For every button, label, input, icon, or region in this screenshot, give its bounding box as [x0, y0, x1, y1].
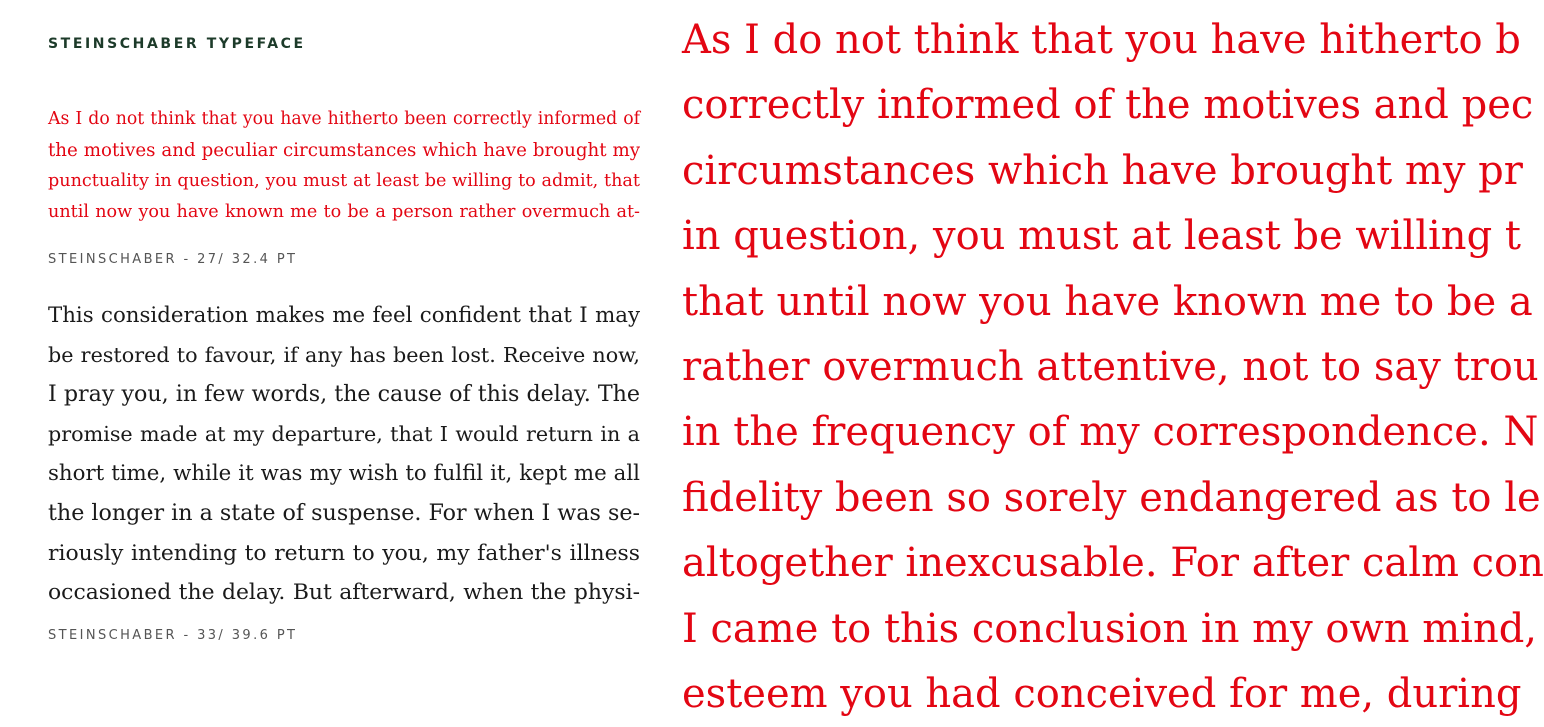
medium-sample-line: riously intending to return to you, my father's illness [48, 540, 640, 566]
medium-sample-line: the longer in a state of suspense. For when I was se- [48, 499, 640, 526]
medium-sample-line: occasioned the delay. But afterward, when the physi- [48, 580, 640, 606]
small-sample-line: As I do not think that you have hitherto been correctly informed of [48, 109, 640, 129]
medium-sample-line: be restored to favour, if any has been lost. Receive now, [48, 342, 640, 367]
medium-sample-text [48, 296, 640, 613]
large-sample-line: esteem you had conceived for me, during [682, 671, 1522, 718]
large-sample-text [682, 8, 1544, 727]
medium-sample-line: promise made at my departure, that I would return in a [48, 421, 640, 446]
small-sample-line: punctuality in question, you must at least be willing to admit, that [48, 171, 640, 191]
small-sample-caption: STEINSCHABER - 27/ 32.4 PT [48, 252, 298, 267]
small-sample-line: the motives and peculiar circumstances which have brought my [48, 140, 640, 161]
large-sample-line: fidelity been so sorely endangered as to le [682, 474, 1541, 521]
small-sample-text [48, 104, 640, 228]
medium-sample-line: I pray you, in few words, the cause of this delay. The [48, 381, 641, 408]
medium-sample-caption: STEINSCHABER - 33/ 39.6 PT [48, 628, 298, 643]
medium-sample-line: This consideration makes me feel confident that I may [48, 303, 640, 328]
large-sample-line: correctly informed of the motives and pec [682, 82, 1534, 129]
large-sample-line: As I do not think that you have hitherto b [682, 17, 1521, 63]
large-sample-line: in question, you must at least be willing t [682, 213, 1521, 260]
small-sample-line: until now you have known me to be a person rather overmuch at- [48, 202, 640, 222]
large-sample-line: in the frequency of my correspondence. N [682, 409, 1539, 456]
large-sample-line: circumstances which have brought my pr [682, 147, 1523, 194]
medium-sample-line: short time, while it was my wish to fulfil it, kept me all [48, 461, 640, 487]
large-sample-line: that until now you have known me to be a [682, 278, 1533, 325]
large-sample-line: rather overmuch attentive, not to say trou [682, 344, 1539, 391]
page-title: STEINSCHABER TYPEFACE [48, 36, 306, 52]
large-sample-line: altogether inexcusable. For after calm con [682, 540, 1544, 587]
large-sample-line: I came to this conclusion in my own mind, [682, 605, 1538, 652]
right-column [682, 0, 1544, 720]
